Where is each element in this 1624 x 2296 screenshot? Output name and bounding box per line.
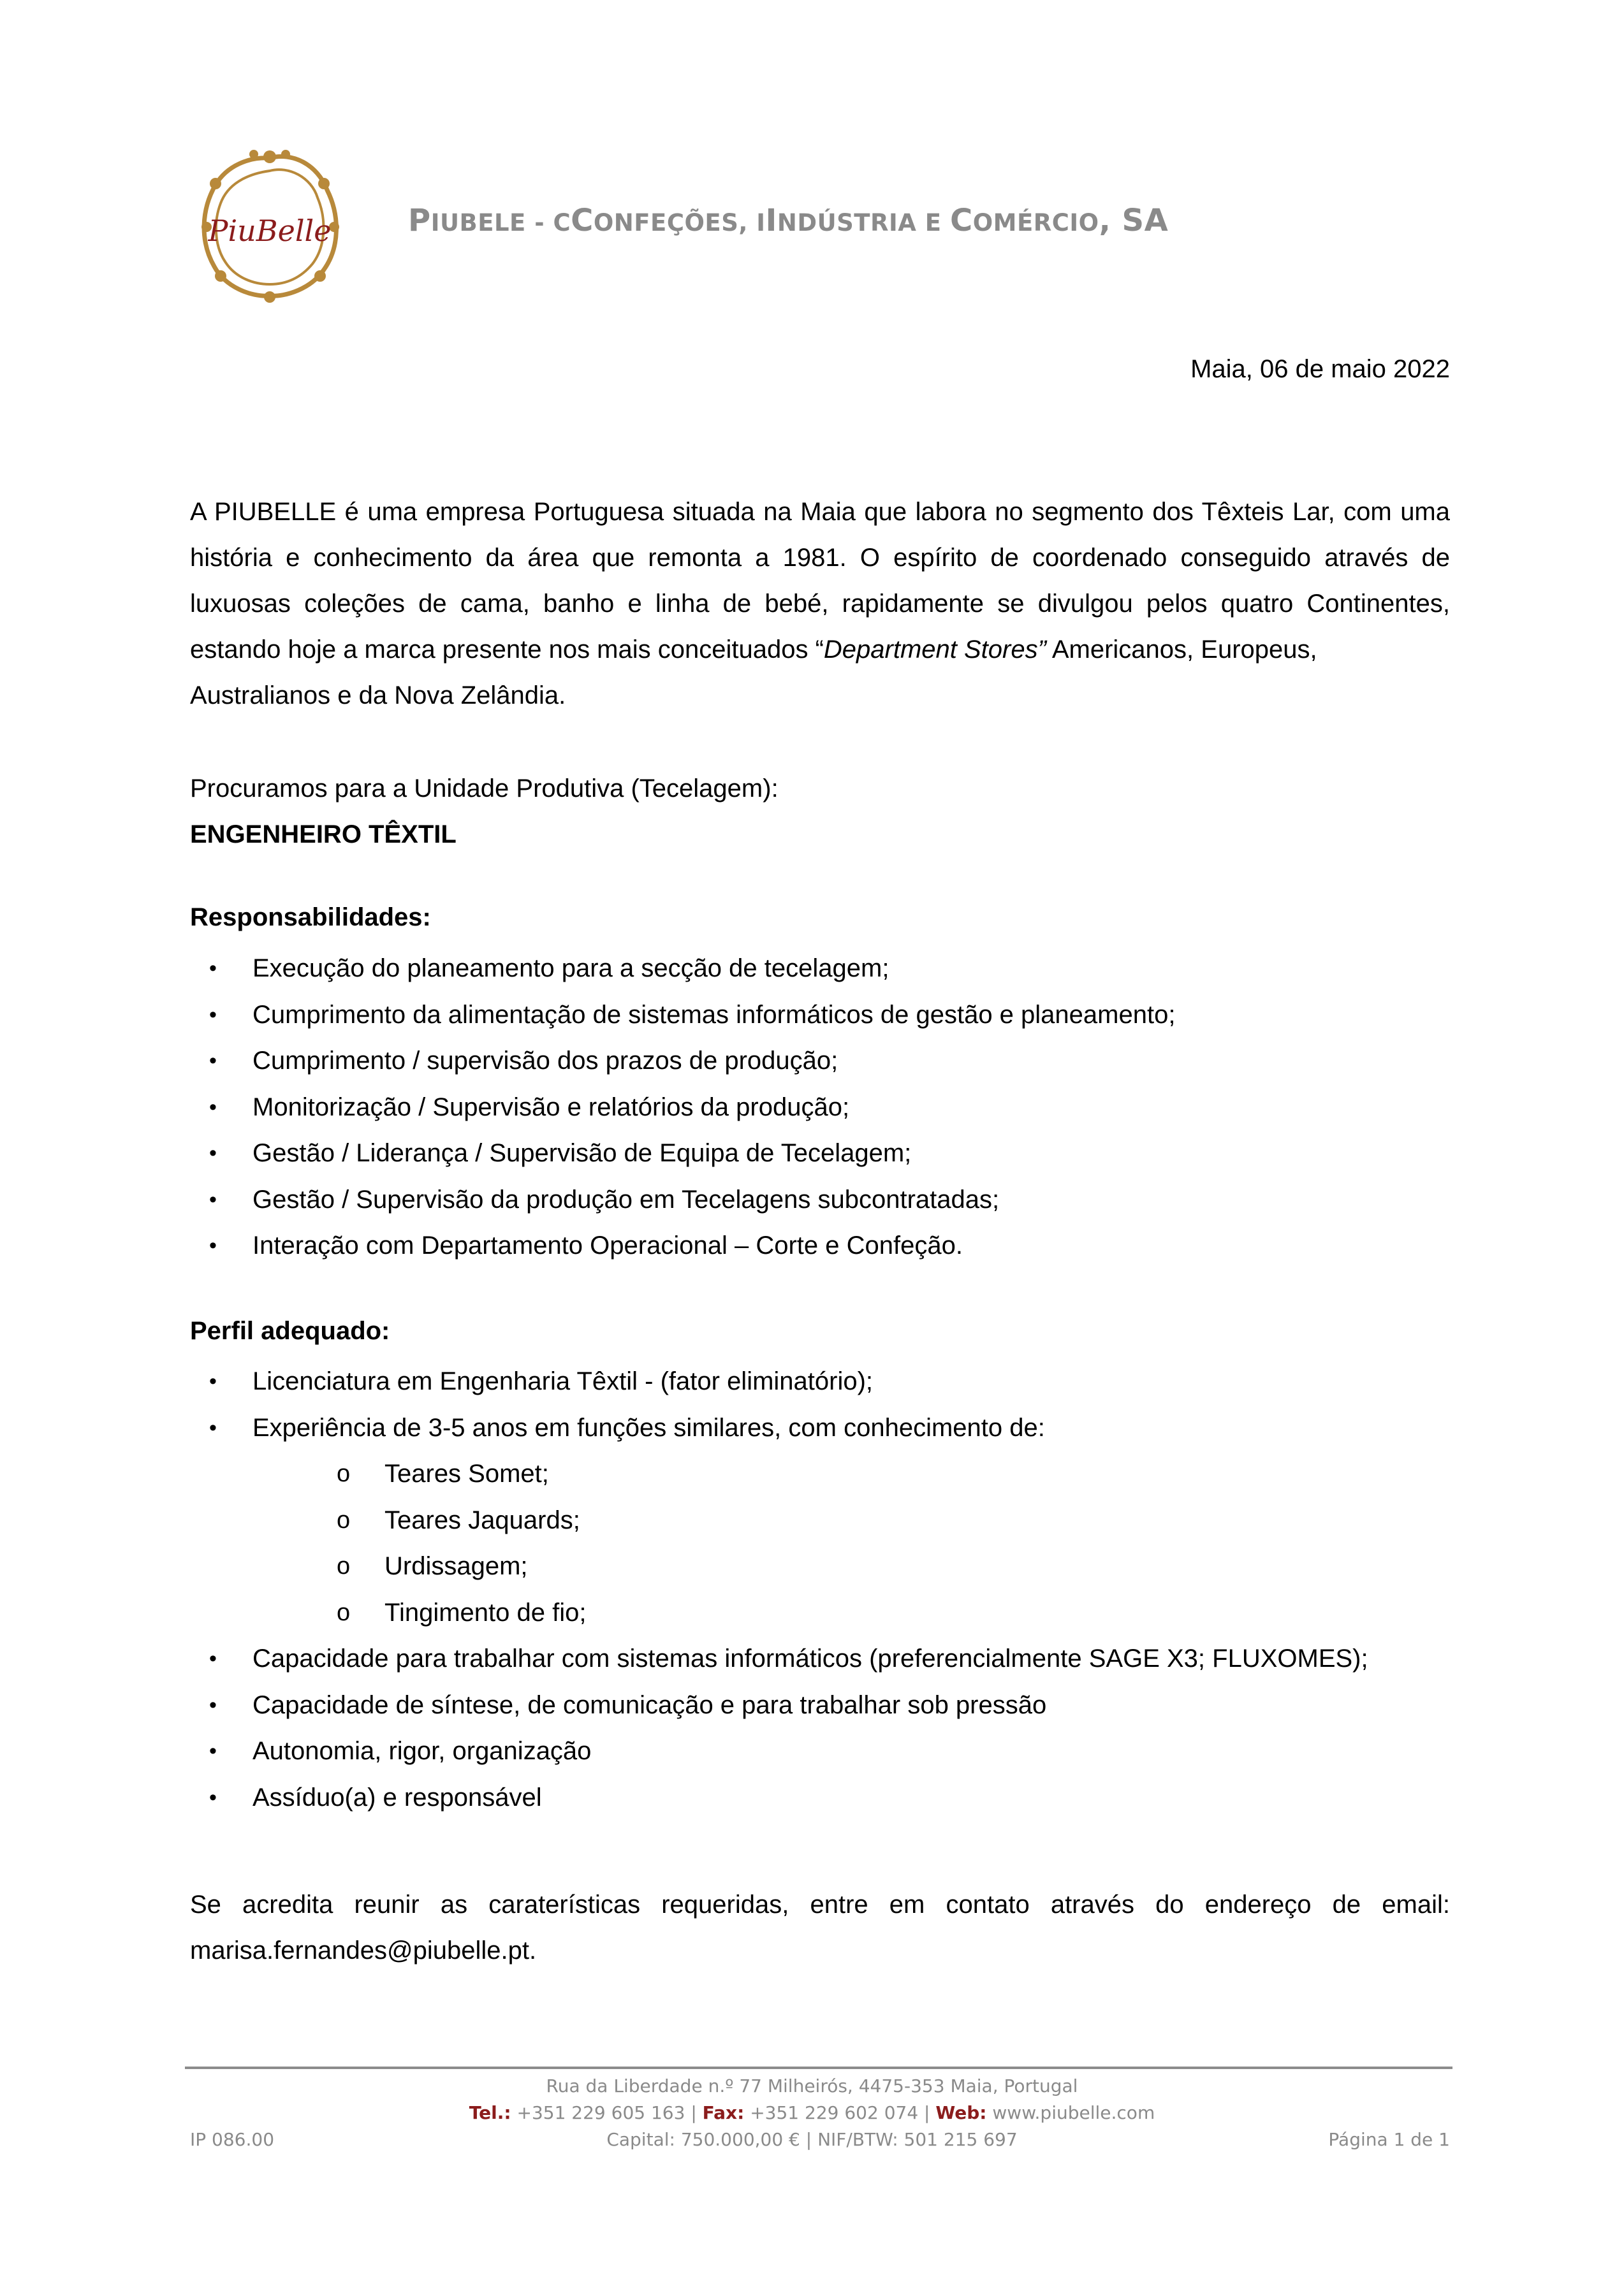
- letter-date: Maia, 06 de maio 2022: [1190, 355, 1450, 383]
- document-code: IP 086.00: [190, 2129, 275, 2150]
- page-number: Página 1 de 1: [1328, 2129, 1450, 2150]
- footer-contacts: Tel.: +351 229 605 163 | Fax: +351 229 602 074 | Web: www.piubelle.com: [469, 2102, 1155, 2123]
- company-industria: I: [765, 203, 777, 238]
- website-link[interactable]: www.piubelle.com: [986, 2102, 1155, 2123]
- profile-title: Perfil adequado:: [190, 1317, 390, 1345]
- seek-text: Procuramos para a Unidade Produtiva (Tecelagem):: [190, 774, 779, 803]
- sub-list-item: o Teares Jaquards;: [337, 1506, 580, 1534]
- svg-text:PiuBelle: PiuBelle: [208, 214, 332, 248]
- company-name: PIUBELE - CCONFEÇÕES, IINDÚSTRIA E COMÉRCIO, SA: [408, 203, 1169, 238]
- intro-paragraph: A PIUBELLE é uma empresa Portuguesa situada na Maia que labora no segmento dos Têxteis Lar, com uma história e conhecimento da área que remonta a 1981. O espírito de coordenado conseguido através de luxuosas coleções de cama, banho e linha de bebé, rapidamente se divulgou pelos quatro Continentes, estando hoje a marca presente nos mais conceituados “Department Stores” Americanos, Europeus, Australianos e da Nova Zelândia.: [190, 498, 1450, 709]
- list-item: • Interação com Departamento Operacional – Corte e Confeção.: [209, 1232, 963, 1260]
- list-item: • Capacidade de síntese, de comunicação e para trabalhar sob pressão: [209, 1690, 1047, 1719]
- footer-capital: Capital: 750.000,00 € | NIF/BTW: 501 215 697: [606, 2129, 1018, 2150]
- job-title: ENGENHEIRO TÊXTIL: [190, 820, 457, 848]
- list-item: • Cumprimento / supervisão dos prazos de produção;: [209, 1047, 838, 1075]
- profile-sublist: [190, 1451, 1450, 1636]
- list-item: • Capacidade para trabalhar com sistemas informáticos (preferencialmente SAGE X3; FLUXOMES);: [209, 1645, 1368, 1673]
- footer-address: Rua da Liberdade n.º 77 Milheirós, 4475-353 Maia, Portugal: [546, 2075, 1078, 2096]
- sub-list-item: o Teares Somet;: [337, 1460, 549, 1488]
- profile-list: [190, 1358, 1450, 1451]
- sub-list-item: o Urdissagem;: [337, 1552, 528, 1580]
- list-item: • Execução do planeamento para a secção de tecelagem;: [209, 954, 889, 982]
- list-item: • Licenciatura em Engenharia Têxtil - (fator eliminatório);: [209, 1367, 874, 1395]
- list-item: • Experiência de 3-5 anos em funções similares, com conhecimento de:: [209, 1413, 1045, 1442]
- list-item: • Assíduo(a) e responsável: [209, 1783, 542, 1812]
- sub-list-item: o Tingimento de fio;: [337, 1598, 587, 1627]
- list-item: • Gestão / Supervisão da produção em Tecelagens subcontratadas;: [209, 1185, 1000, 1214]
- list-item: • Autonomia, rigor, organização: [209, 1737, 592, 1765]
- piubelle-logo: [190, 145, 349, 305]
- list-item: • Cumprimento da alimentação de sistemas informáticos de gestão e planeamento;: [209, 1000, 1176, 1029]
- list-item: • Monitorização / Supervisão e relatórios da produção;: [209, 1093, 850, 1121]
- responsibilities-list: [190, 945, 1450, 1269]
- seek-line: [190, 766, 1450, 857]
- contact-paragraph: Se acredita reunir as caraterísticas requeridas, entre em contato através do endereço de email: marisa.fernandes@piubelle.pt.: [190, 1891, 1450, 1965]
- list-item: • Gestão / Liderança / Supervisão de Equipa de Tecelagem;: [209, 1139, 912, 1167]
- profile-list-continued: [190, 1636, 1450, 1820]
- responsibilities-title: Responsabilidades:: [190, 903, 431, 931]
- footer-divider: [185, 2067, 1452, 2069]
